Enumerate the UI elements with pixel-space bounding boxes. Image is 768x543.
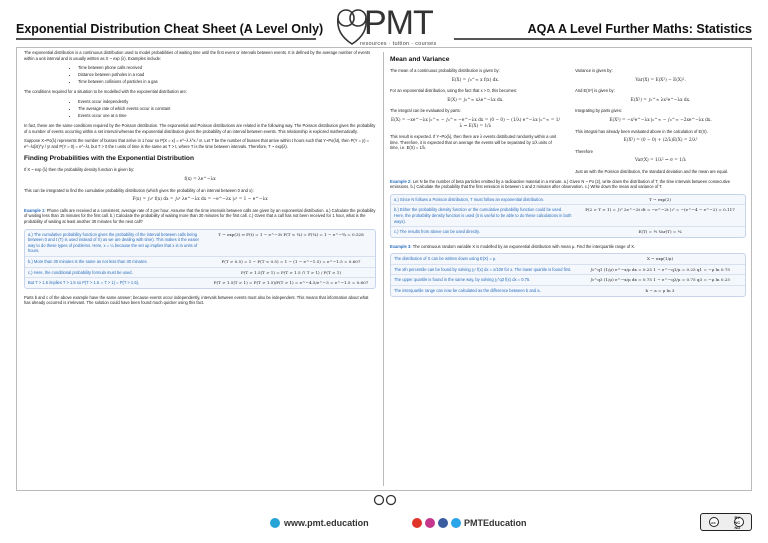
solution-step: c.) The results from above can be used directly.	[394, 229, 480, 235]
section-heading-finding: Finding Probabilities with the Exponential Distribution	[24, 155, 194, 163]
ex2-intro: And E(X²) is given by:	[575, 88, 615, 94]
footer-social-links[interactable]	[412, 518, 527, 528]
solution-row	[391, 285, 745, 296]
example-2-text: Let N be the number of beta particles emitted by a radioactive material in a minute. a.) Given N ~ Po (2), write down the distribution of T, the time intervals between consecutive emissions. b.) Calculate the probability that the first emission is between 1 and 2 minutes after observation. c.) Write down the mean and variance of T.	[390, 178, 731, 190]
solution-math: b − a = μ ln 3	[645, 288, 675, 294]
closing-paragraph: Parts b and c of the above example have the same answer; because events occur independently, intervals between events must also be independent. This means that information about what has already occurred is irrelevant. The solution could have been found much quicker using this fact.	[24, 294, 369, 306]
cdf-equation: F(x) = ∫₀ˣ f(x) dx = ∫₀ˣ λe^−λx dx = −e^−λx |₀ˣ = 1 − e^−λx	[132, 197, 268, 203]
example-1-solution-box	[24, 229, 376, 289]
pdf-intro: If X ~ exp (λ) then the probability density function is given by:	[24, 167, 135, 173]
list-item: • Time between collisions of particles in a gas	[78, 79, 376, 85]
solution-row	[391, 204, 745, 226]
poisson-link-paragraph: In fact, these are the same conditions required by the Poisson distribution. The exponential and Poisson distributions are related in the following way. The Poisson distribution gives the probability of a number of events occurring within a set interval whereas the exponential distribution gives the probability of an interval between events. This relationship is explored mathematically.	[24, 123, 376, 134]
solution-row	[25, 256, 375, 267]
solution-math: ∫₀^q3 (1/μ) e^−x/μ dx = 0.75 1 − e^−q3/μ = 0.75 q3 = −μ ln 0.25	[590, 277, 730, 283]
conditions-list	[78, 99, 376, 118]
header-rule-right	[454, 38, 752, 40]
page-title: Exponential Distribution Cheat Sheet (A Level Only)	[16, 22, 324, 36]
solution-step: The interquartile range can now be calculated as the difference between b and a.	[394, 288, 541, 294]
solution-math: T ~ exp(2)	[649, 196, 671, 202]
mean-equation-2: E(X) = ∫₀^∞ xλe^−λx dx.	[447, 97, 504, 103]
solution-step: The xth percentile can be found by solving ∫₀ˣ f(x) dx = x/100 for x. The lower quartile is found first.	[394, 266, 572, 272]
globe-icon	[270, 518, 280, 528]
suppose-paragraph: Suppose X~Po(λ) represents the number of busses that arrive in 1 hour so P(X = x) = e^−λ λ^x / x!. Let T be the number of busses that arrive within t hours such that Y~Po(λt), then P(Y = y) = e^−λt(λt)^y / y! and P(Y = 0) = e^−λt, but T > 0 the t units of time is the same as T > t, where T is the time between intervals. Therefore, T ~ exp(λ).	[24, 138, 369, 149]
footer-website-text: www.pmt.education	[284, 518, 369, 528]
example-2-solution-box	[390, 194, 746, 238]
solution-math: T ~ exp(3) ⇒ F(t) = 1 − e^−3t P(T < ¼) = F(¼) = 1 − e^−¾ = 0.528	[218, 231, 364, 237]
solution-step: The distribution of X can be written down using E(X) = μ.	[394, 256, 497, 262]
solution-step: b.) Either the probability density function or the cumulative probability function could be used. Here, the probability density function is used (it is useful to be able to do these calculations in both ways).	[394, 207, 572, 224]
solution-step: But T > 1.5 implies T > 1.5 so P(T > 1.5 ∩ T > 1) = P(T > 1.5).	[28, 280, 140, 286]
instagram-icon[interactable]	[425, 518, 435, 528]
example-2-question	[390, 179, 746, 190]
footer-social-text: PMTEducation	[464, 518, 527, 528]
variance-derivation	[575, 68, 746, 179]
solution-row	[391, 254, 745, 264]
cc-license-label: BY NC ND	[734, 517, 744, 527]
solution-step: c.) Here, the conditional probability formula must be used.	[28, 269, 133, 275]
example-3-label: Example 3:	[390, 243, 412, 249]
header-rule-left	[16, 38, 316, 40]
variance-equation: Var(X) = E(X²) − E(X)².	[635, 77, 686, 83]
solution-row	[391, 264, 745, 275]
solution-math: P(T > 1.5|T > 1) = P(T > 1.5)/P(T > 1) = e^−4.5/e^−3 = e^−1.5 = 0.607	[213, 280, 369, 286]
cdf-intro: This can be integrated to find the cumulative probability distribution (which gives the probability of an interval between 0 and x):	[24, 187, 254, 193]
column-divider	[383, 52, 384, 486]
solution-step: b.) More than 30 minutes is the same as not less than 30 minutes.	[28, 259, 148, 264]
list-item: • Time between phone calls received	[78, 65, 376, 71]
solution-math: P(2 > T > 1) = ∫₁² 2e^−2t dt = −e^−2t |₁² = −(e^−4 − e^−2) = 0.117	[585, 207, 735, 213]
list-item: • Events occur independently	[78, 99, 376, 105]
solution-step: The upper quartile is found in the same way, by solving ∫₀^q3 f(x) dx = 0.75.	[394, 277, 531, 283]
cc-icon: cc	[709, 517, 719, 527]
intro-paragraph: The exponential distribution is a continuous distribution used to model probabilities of waiting time until the first event or intervals between events. It is defined by the average number of events within a unit interval and is usually written as X ~ exp (λ). Examples include:	[24, 50, 371, 61]
variance-result: Var(X) = 1/λ² ⇒ σ = 1/λ	[634, 158, 687, 164]
examples-list	[78, 65, 376, 84]
footer-logo-icon	[368, 494, 402, 508]
pdf-equation: f(x) = λe^−λx	[184, 177, 216, 183]
list-item: • Events occur one at a time	[78, 113, 376, 119]
solution-math: E(T) = ½ Var(T) = ¼	[638, 229, 682, 235]
example-2-label: Example 2:	[390, 178, 412, 184]
variance-note: Just as with the Poisson distribution, the standard deviation and the mean are equal.	[575, 168, 729, 174]
creative-commons-badge[interactable]	[700, 513, 752, 531]
by-parts-equation: E(X²) = −x²e^−λx |₀^∞ − ∫₀^∞ −2xe^−λx dx.	[609, 117, 712, 123]
ex2-result: E(X²) = (0 − 0) + (2/λ)E(X) = 2/λ²	[623, 138, 698, 144]
solution-step: a.) Since N follows a Poisson distribution, T must follow an exponential distribution.	[394, 196, 545, 202]
right-column	[390, 50, 746, 303]
solution-math: P(T > 1.5|T > 1) = P(T > 1.5 ∩ T > 1) / P(T > 1)	[241, 269, 341, 275]
solution-step: a.) The cumulative probability function gives the probability of the interval between calls being between 0 and t (T) is used instead of X) as we are dealing with time). This makes it the easier way to do these types of problems. Here, x = ¼ because the set up implies that x is in units of hours.	[28, 231, 200, 254]
section-heading-mean-variance: Mean and Variance	[390, 56, 450, 63]
by-parts-text: Integrating by parts gives:	[575, 108, 623, 114]
solution-row	[391, 195, 745, 205]
example-1-text: Phone calls are received at a consistent, average rate of 3 per hour. Assume that the time intervals between calls are given by an exponential distribution. a.) Calculate the probability of waiting less than 15 minutes for the first call. b.) Calculate the probability of waiting more than 30 minutes for the first call. c.) Given that a call has not been received for 1 hour, what is the probability of waiting at least another 30 minutes for the next call?	[24, 207, 376, 225]
solution-row	[25, 230, 375, 256]
parts-intro: The integral can be evaluated by parts:	[390, 108, 461, 114]
list-item: • The average rate of which events occur is constant	[78, 106, 376, 112]
footer-website-link[interactable]	[270, 518, 369, 528]
mean-derivation	[390, 68, 561, 179]
logo-tagline: resources · tuition · courses	[360, 41, 437, 47]
example-3-text: The continuous random variable X is modelled by an exponential distribution with mean μ. Find the interquartile range of X.	[412, 243, 636, 249]
ex2-equation: E(X²) = ∫₀^∞ λx²e^−λx dx.	[630, 97, 691, 103]
solution-math: P(T > 0.5) = 1 − P(T < 0.5) = 1 − (1 − e^−1.5) = e^−1.5 = 0.607	[221, 259, 361, 264]
solution-row	[391, 274, 745, 285]
mean-intro: The mean of a continuous probability distribution is given by:	[390, 68, 500, 73]
example-3-solution-box	[390, 253, 746, 296]
parts-equation: E(X) = −xe^−λx |₀^∞ − ∫₀^∞ −e^−λx dx = (0 − 0) − (1/λ) e^−λx |₀^∞ = 1/λ ⇒ E(X) = 1/λ	[390, 117, 560, 129]
mean-variance-columns	[390, 68, 746, 179]
solution-row	[25, 267, 375, 278]
mean-exp-intro: For an exponential distribution, using the fact that x > 0, this becomes:	[390, 88, 518, 94]
solution-row	[391, 226, 745, 237]
example-3-question	[390, 244, 746, 250]
mean-result: This result is expected. If Y~Po(λ), then there are λ events distributed randomly within a unit time. Therefore, it is expected that on average the events will be separated by 1/λ units of time, i.e. E(X) = 1/λ.	[390, 134, 557, 151]
solution-math: ∫₀^q1 (1/μ) e^−x/μ dx = 0.25 1 − e^−q1/μ = 0.25 q1 = −μ ln 0.75	[590, 266, 730, 272]
logo-wordmark: PMT	[364, 4, 433, 42]
solution-math: X ~ exp(1/μ)	[646, 256, 674, 262]
youtube-icon[interactable]	[412, 518, 422, 528]
variance-intro: Variance is given by:	[575, 68, 613, 73]
list-item: • Distance between potholes in a road	[78, 72, 376, 78]
already-evaluated-text: This integral has already been evaluated above in the calculation of E(X).	[575, 128, 708, 134]
therefore-text: Therefore	[575, 148, 593, 154]
twitter-icon[interactable]	[451, 518, 461, 528]
mean-equation: E(X) = ∫₀^∞ x f(x) dx.	[451, 77, 500, 83]
example-1-question	[24, 208, 376, 225]
course-title: AQA A Level Further Maths: Statistics	[527, 22, 752, 36]
conditions-intro: The conditions required for a situation to be modelled with the exponential distribution are:	[24, 89, 187, 95]
left-column	[24, 50, 376, 310]
solution-row	[25, 277, 375, 288]
facebook-icon[interactable]	[438, 518, 448, 528]
example-1-label: Example 1:	[24, 207, 46, 213]
